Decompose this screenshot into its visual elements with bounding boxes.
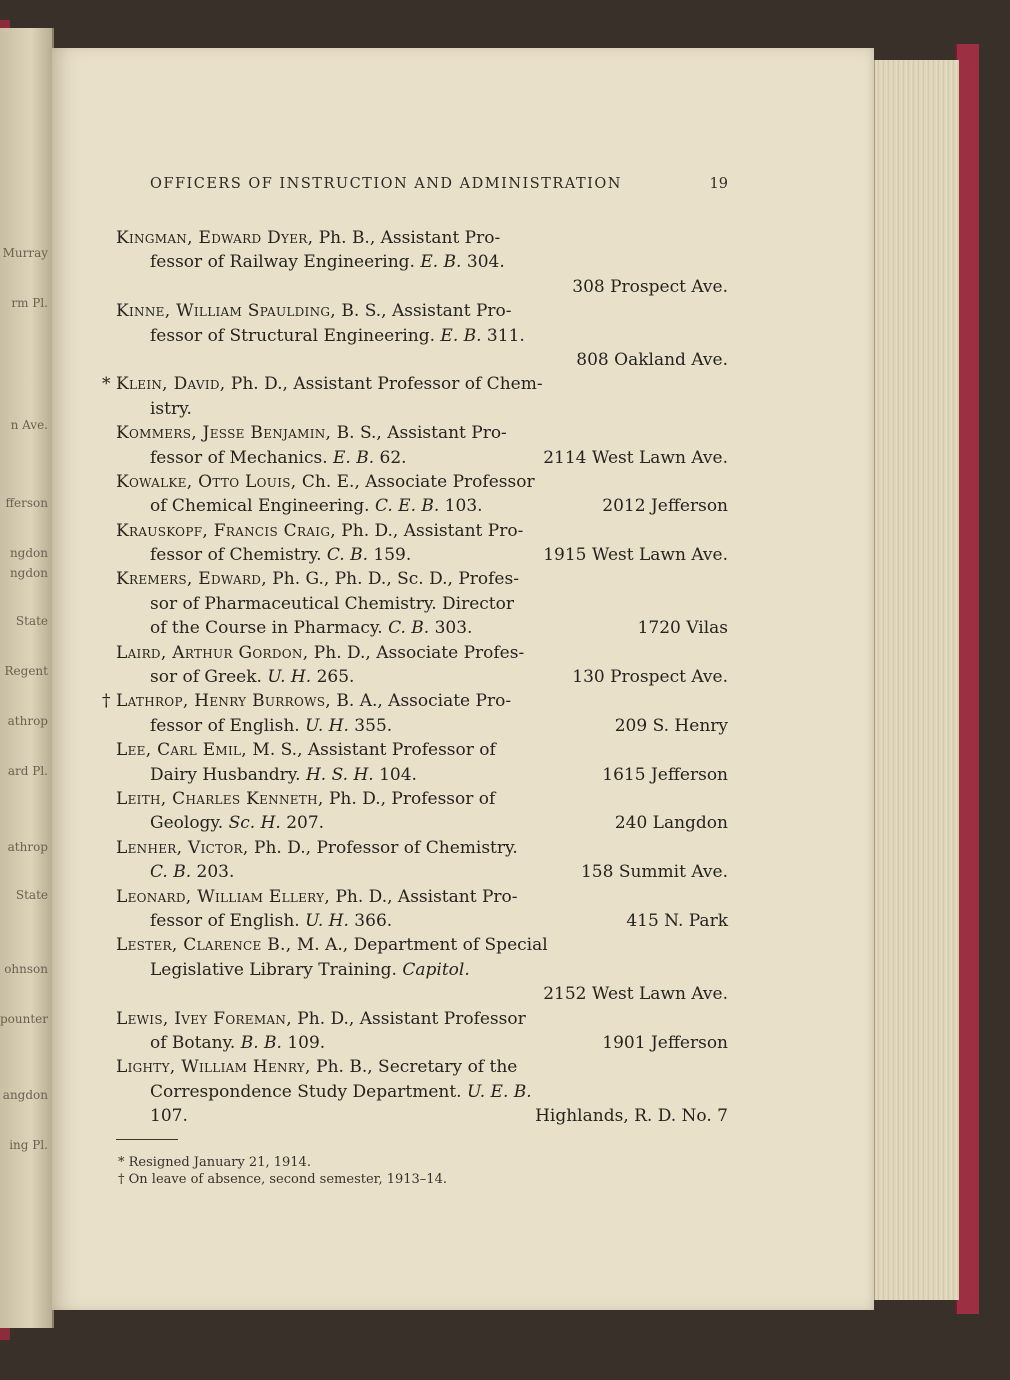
entry-name: Lee, Carl Emil, bbox=[116, 740, 248, 761]
entry-degree: Ph. D., Professor of bbox=[323, 788, 496, 809]
entry-room: 303. bbox=[429, 618, 473, 639]
entry-degree: Ph. D., Assistant Professor bbox=[291, 1008, 526, 1029]
entry-name: Kremers, Edward, bbox=[116, 569, 267, 590]
entry-building: Capitol. bbox=[402, 959, 470, 980]
entry-name: Leith, Charles Kenneth, bbox=[116, 788, 324, 809]
entry-title: fessor of English. bbox=[150, 910, 306, 931]
entry-title: Correspondence Study Department. bbox=[150, 1081, 467, 1102]
entry-room: 311. bbox=[481, 325, 525, 346]
entry-title: Legislative Library Training. bbox=[150, 959, 403, 980]
entry-name: Laird, Arthur Gordon, bbox=[116, 642, 309, 663]
entry-title: Dairy Husbandry. bbox=[150, 764, 306, 785]
faculty-entry bbox=[116, 738, 728, 787]
entry-building: U. H. bbox=[305, 715, 349, 736]
adjacent-page-fragment: athrop bbox=[7, 840, 48, 854]
faculty-entry bbox=[116, 567, 728, 640]
entry-title: of Botany. bbox=[150, 1032, 241, 1053]
entry-address: 130 Prospect Ave. bbox=[572, 667, 728, 688]
adjacent-page-fragment: State bbox=[15, 888, 48, 902]
faculty-entry bbox=[116, 299, 728, 372]
entry-name: Krauskopf, Francis Craig, bbox=[116, 520, 336, 541]
entry-degree: M. S., Assistant Professor of bbox=[247, 740, 496, 761]
faculty-entry bbox=[116, 933, 728, 1006]
entry-room: 355. bbox=[348, 715, 393, 736]
entry-name: Lester, Clarence B., bbox=[116, 935, 292, 956]
leave-mark: † bbox=[102, 691, 111, 712]
entry-room: 203. bbox=[191, 862, 235, 883]
faculty-entry bbox=[116, 470, 728, 519]
resigned-mark: * bbox=[102, 374, 111, 395]
entry-degree: Ph. D., Assistant Pro- bbox=[330, 886, 518, 907]
running-header bbox=[150, 176, 728, 192]
entry-degree: Ph. B., Secretary of the bbox=[310, 1057, 518, 1078]
entry-degree: M. A., Department of Special bbox=[291, 935, 548, 956]
faculty-entry bbox=[116, 1007, 728, 1056]
adjacent-page-fragment: ard Pl. bbox=[7, 764, 48, 778]
entry-address: Highlands, R. D. No. 7 bbox=[535, 1106, 728, 1127]
entry-room: 366. bbox=[348, 910, 393, 931]
entry-building: E. B. bbox=[440, 325, 482, 346]
faculty-entry bbox=[116, 836, 728, 885]
entry-title: sor of Greek. bbox=[150, 667, 268, 688]
faculty-entry bbox=[116, 421, 728, 470]
adjacent-page-fragment: athrop bbox=[7, 714, 48, 728]
entry-degree: Ph. B., Assistant Pro- bbox=[313, 228, 501, 248]
adjacent-page-fragment: Regent bbox=[4, 664, 48, 678]
entry-address: 1615 Jefferson bbox=[602, 764, 728, 785]
entry-title: sor of Pharmaceutical Chemistry. Director bbox=[150, 593, 514, 614]
entry-room: 104. bbox=[373, 764, 417, 785]
entry-degree: Ph. G., Ph. D., Sc. D., Profes- bbox=[266, 569, 519, 590]
adjacent-page-fragment: pounter bbox=[0, 1012, 48, 1026]
entry-room: 265. bbox=[311, 667, 355, 688]
adjacent-page-fragment: angdon bbox=[2, 1088, 48, 1102]
faculty-entry bbox=[116, 519, 728, 568]
page-stack-edges bbox=[874, 60, 959, 1300]
entry-degree: Ph. D., Assistant Professor of Chem- bbox=[225, 374, 543, 395]
entry-degree: B. A., Associate Pro- bbox=[330, 691, 512, 712]
previous-page-edge bbox=[0, 28, 54, 1328]
entry-title: fessor of Structural Engineering. bbox=[150, 325, 441, 346]
entry-name: Leonard, William Ellery, bbox=[116, 886, 331, 907]
footnote-rule bbox=[116, 1139, 178, 1140]
page-number: 19 bbox=[709, 176, 728, 192]
entry-address: 2114 West Lawn Ave. bbox=[543, 447, 728, 468]
faculty-entry bbox=[116, 885, 728, 934]
faculty-entry bbox=[116, 1055, 728, 1128]
faculty-entry bbox=[116, 641, 728, 690]
adjacent-page-fragment: ngdon bbox=[9, 546, 48, 560]
entry-degree: B. S., Assistant Pro- bbox=[335, 301, 512, 322]
entry-address: 808 Oakland Ave. bbox=[576, 349, 728, 370]
entry-title: fessor of English. bbox=[150, 715, 306, 736]
entry-address: 2152 West Lawn Ave. bbox=[543, 984, 728, 1005]
entry-address: 308 Prospect Ave. bbox=[572, 276, 728, 297]
entry-degree: Ph. D., Assistant Pro- bbox=[335, 520, 524, 541]
footnote-leave: † On leave of absence, second semester, 1913–14. bbox=[118, 1172, 447, 1187]
entry-degree: Ch. E., Associate Professor bbox=[296, 471, 535, 492]
entry-title: fessor of Mechanics. bbox=[150, 447, 334, 468]
entry-degree: Ph. D., Associate Profes- bbox=[308, 642, 525, 663]
entry-address: 1901 Jefferson bbox=[602, 1032, 728, 1053]
footnotes bbox=[118, 1154, 718, 1188]
entry-room: 62. bbox=[374, 447, 407, 468]
faculty-entry bbox=[102, 372, 728, 421]
entry-title: Geology. bbox=[150, 813, 229, 834]
entry-address: 2012 Jefferson bbox=[602, 496, 728, 517]
adjacent-page-fragment: ngdon bbox=[9, 566, 48, 580]
entry-address: 1915 West Lawn Ave. bbox=[543, 545, 728, 566]
entry-address: 158 Summit Ave. bbox=[580, 862, 728, 883]
entry-name: Klein, David, bbox=[116, 374, 226, 395]
adjacent-page-fragment: State bbox=[15, 614, 48, 628]
adjacent-page-fragment: n Ave. bbox=[10, 418, 48, 432]
entry-name: Lathrop, Henry Burrows, bbox=[116, 691, 331, 712]
entry-building: E. B. bbox=[333, 447, 375, 468]
entry-title: fessor of Railway Engineering. bbox=[150, 252, 421, 273]
adjacent-page-fragment: ing Pl. bbox=[9, 1138, 48, 1152]
entry-degree: B. S., Assistant Pro- bbox=[331, 423, 507, 444]
entry-room: 103. bbox=[439, 496, 483, 517]
entry-address: 415 N. Park bbox=[626, 910, 728, 931]
entry-building: C. E. B. bbox=[374, 496, 440, 517]
entry-name: Lenher, Victor, bbox=[116, 837, 249, 858]
faculty-list bbox=[102, 226, 728, 1128]
entry-address: 209 S. Henry bbox=[614, 715, 728, 736]
entry-title-cont: of the Course in Pharmacy. bbox=[150, 618, 389, 639]
entry-title: istry. bbox=[150, 398, 192, 419]
adjacent-page-fragment: fferson bbox=[5, 496, 48, 510]
entry-address: 240 Langdon bbox=[614, 813, 728, 834]
entry-name: Lewis, Ivey Foreman, bbox=[116, 1008, 292, 1029]
entry-name: Kinne, William Spaulding, bbox=[116, 301, 336, 322]
running-title: OFFICERS OF INSTRUCTION AND ADMINISTRATION bbox=[150, 176, 622, 192]
faculty-entry bbox=[102, 689, 728, 738]
entry-building: Sc. H. bbox=[228, 813, 281, 834]
entry-degree: Ph. D., Professor of Chemistry. bbox=[248, 837, 518, 858]
adjacent-page-fragment: rm Pl. bbox=[11, 296, 48, 310]
entry-building: U. H. bbox=[267, 667, 312, 688]
entry-name: Kowalke, Otto Louis, bbox=[116, 471, 297, 492]
entry-room: 207. bbox=[280, 813, 325, 834]
entry-building: B. B. bbox=[240, 1032, 282, 1053]
faculty-entry bbox=[116, 787, 728, 836]
adjacent-page-fragment: Murray bbox=[2, 246, 48, 260]
adjacent-page-fragment: ohnson bbox=[4, 962, 48, 976]
entry-title: of Chemical Engineering. bbox=[150, 496, 375, 517]
entry-building: U. E. B. bbox=[466, 1081, 532, 1102]
entry-title: fessor of Chemistry. bbox=[150, 545, 327, 566]
entry-building: H. S. H. bbox=[305, 764, 374, 785]
entry-building: U. H. bbox=[305, 910, 349, 931]
footnote-resigned: * Resigned January 21, 1914. bbox=[118, 1155, 311, 1170]
entry-building: C. B. bbox=[388, 618, 430, 639]
entry-name: Kommers, Jesse Benjamin, bbox=[116, 423, 332, 444]
entry-building: C. B. bbox=[326, 545, 369, 566]
entry-room: 107. bbox=[150, 1106, 188, 1127]
entry-name: Kingman, Edward Dyer, bbox=[116, 228, 314, 248]
entry-building: C. B. bbox=[150, 862, 192, 883]
faculty-entry bbox=[116, 226, 728, 299]
entry-room: 159. bbox=[368, 545, 412, 566]
entry-name: Lighty, William Henry, bbox=[116, 1057, 311, 1078]
entry-room: 304. bbox=[461, 252, 505, 273]
entry-room: 109. bbox=[281, 1032, 326, 1053]
entry-address: 1720 Vilas bbox=[637, 618, 728, 639]
entry-building: E. B. bbox=[420, 252, 462, 273]
